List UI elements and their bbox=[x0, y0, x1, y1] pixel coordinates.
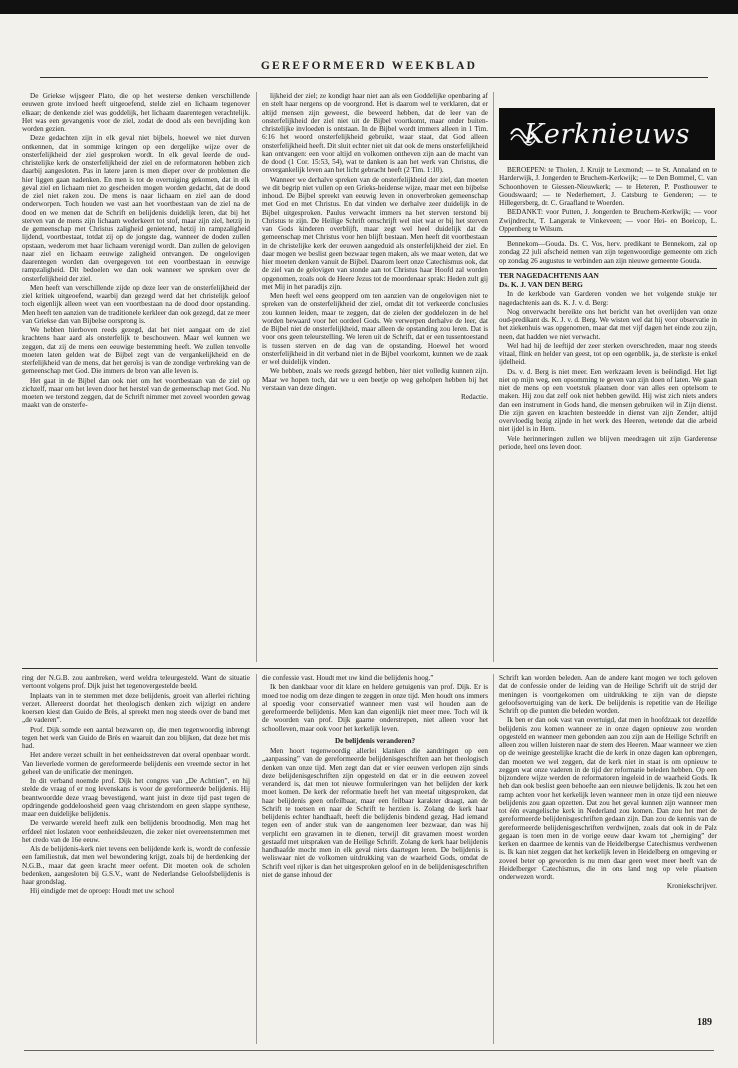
paragraph: ring der N.G.B. zou aanbreken, werd weldra teleurgesteld. Want de situatie vertoont volgens prof. Dijk juist het tegenovergestelde beeld. bbox=[22, 674, 250, 691]
kerknieuws-banner bbox=[499, 108, 715, 160]
banner-title: Kerknieuws bbox=[523, 118, 691, 150]
paragraph: Vele herinneringen zullen we blijven meedragen uit zijn Garderense periode, heel ons leven door. bbox=[499, 434, 717, 451]
column-divider bbox=[493, 92, 494, 662]
column-middle-top bbox=[262, 92, 488, 664]
wave-ornament-icon bbox=[509, 122, 539, 146]
paragraph: Deze gedachten zijn in elk geval niet bijbels, hoewel we niet durven ontkennen, dat in sommige kringen op een dergelijke wijze over de onsterfelijkheid der ziel gesproken wordt. In elk geval leerde de oud-christelijke kerk de onsterfelijkheid der ziel en de reformatoren hebben zich daarbij aangesloten. Pas in latere jaren is men dieper over de problemen die hier liggen gaan nadenken. En men is tot de overtuiging gekomen, dat in elk geval ziel en lichaam niet zo gescheiden mogen worden gedacht, dat de dood de ziel niet raken zou. De mens is naar lichaam en ziel aan de dood onderworpen. Toch houden we vast aan het voortbestaan van de ziel na de dood en we menen dat de Schrift en belijdenis duidelijk leren, dat bij het sterven van de mens zijn lichaam wederkeert tot stof, maar zijn ziel, hetzij in de gemeenschap met Christus zaligheid genietend, hetzij in rampzaligheid lijdend, voortbestaat, totdat zij op de jongste dag, wanneer de doden zullen opstaan, wederom met haar lichaam verenigd wordt. Dan zullen de gelovigen naar ziel en lichaam eeuwige zaligheid ontvangen. De ongelovigen daarentegen worden dan overgegeven tot een voortbestaan in eeuwige rampzaligheid. Dit bedoelen we dan ook wanneer we spreken over de onsterfelijkheid der ziel. bbox=[22, 134, 250, 283]
column-divider bbox=[256, 92, 257, 662]
section-divider bbox=[499, 268, 717, 269]
memorial-heading: TER NAGEDACHTENIS AAN bbox=[499, 270, 599, 280]
paragraph: Men hoort tegenwoordig allerlei klanken die aandringen op een „aanpassing” van de gereformeerde belijdenisgeschriften aan het theologisch denken van onze tijd. Men zegt dan dat er vier eeuwen verlopen zijn sinds deze belijdenisgeschriften zijn opgesteld en dat er in die eeuwen zoveel veranderd is, dat men tot nieuwe formuleringen van het belijden der kerk moet komen. De kerk der reformatie heeft het van meetaf uitgesproken, dat haar belijdenis geen onfeilbaar, maar een feilbaar karakter draagt, aan de Schrift te toetsen en naar de Schrift te herzien is. Zolang de kerk haar belijdenis echter handhaaft, heeft die belijdenis bindend gezag. Had iemand tegen een of ander stuk van de aangenomen leer bezwaar, dan was hij verplicht een gravamen in te dienen, terwijl dit gravamen moest worden gestaafd met uitspraken van de Heilige Schrift. Zolang de kerk haar belijdenis handhaafde mocht men in elk geval niets daartegen leren. De belijdenis is weliswaar niet de volkomen uitdrukking van de waarheid Gods, omdat de Schrift veel rijker is dan het uitgesproken geloof en in de belijdenisgeschriften niet de ganse inhoud der bbox=[262, 747, 488, 879]
paragraph: die confessie vast. Houdt met uw kind die belijdenis hoog.” bbox=[262, 674, 434, 682]
column-middle-bottom bbox=[262, 674, 488, 1046]
page-number: 189 bbox=[697, 1017, 712, 1028]
paragraph: We hebben hierboven reeds gezegd, dat het niet aangaat om de ziel krachtens haar aard als onsterfelijk te beschouwen. Maar wel kunnen we zeggen, dat zij de mens een eeuwige bestemming heeft. We zullen tenvolle moeten laten gelden wat de Bijbel zegt van de vergankelijkheid en de sterfelijkheid van de mens, dat het geroïsj is van de zondige verbreking van de gemeenschap met God. Die immers de bron van alle leven is. bbox=[22, 326, 250, 376]
section-rule bbox=[22, 668, 718, 669]
header-rule bbox=[40, 77, 708, 78]
paragraph: De Griekse wijsgeer Plato, die op het westerse denken verschillende eeuwen grote invloed heeft uitgeoefend, stelde ziel en lichaam tegenover elkaar; de denkende ziel was goddelijk, het lichaam daarentegen verachtelijk. Het was een gevangenis voor de ziel, zodat de dood als een bevrijding kon worden gezien. bbox=[22, 92, 250, 133]
paragraph: We hebben, zoals we reeds gezegd hebben, hier niet volledig kunnen zijn. Maar we hopen toch, dat we u een beetje op weg geholpen hebben bij het verstaan van deze dingen. bbox=[262, 367, 488, 392]
paragraph: In dit verband noemde prof. Dijk het congres van „De Achttien”, en hij stelde de vraag of er nog levenskans is voor de gereformeerde belijdenis. Hij beantwoordde deze vraag bevestigend, want juist in deze tijd past tegen de opdringende goddeloosheid geen vaag christendom en geen slappe synthese, maar een duidelijke belijdenis. bbox=[22, 777, 250, 818]
section-divider bbox=[499, 236, 717, 237]
paragraph: Hij eindigde met de oproep: Houdt met uw school bbox=[30, 887, 175, 896]
column-divider bbox=[256, 674, 257, 1044]
bedankt-paragraph: BEDANKT: voor Putten, J. Jongerden te Bruchem-Kerkwijk; — voor Zwijndrecht, T. Langerak te Vinkeveen; — voor Hei- en Boeicop, L. Oppenberg te Wilsum. bbox=[499, 208, 717, 233]
column-left-bottom bbox=[22, 674, 250, 1046]
section-heading: De belijdenis veranderen? bbox=[334, 736, 416, 745]
paragraph: Het gaat in de Bijbel dan ook niet om het voortbestaan van de ziel op zichzelf, maar om het leven door het herstel van de gemeenschap met God. Nu moeten we terstond zeggen, dat de Schrift nimmer met zoveel woorden gewag maakt van de onsterfe- bbox=[22, 376, 250, 410]
paragraph: Men heeft wel eens geopperd om ten aanzien van de ongelovigen niet te spreken van de onsterfelijkheid der ziel, omdat dit tot verkeerde conclusies zou kunnen leiden, maar te zeggen, dat de zielen der goddelozen in de hel worden bewaard voor het oordeel Gods. We verwerpen derhalve de leer, dat de Bijbel niet de onsterfelijkheid, maar alleen de opstanding zou leren. Dat is voor ons geen teleurstelling. We leren uit de Schrift, dat er een tussentoestand is tussen sterven en de dag van de opstanding. Hoewel het woord onsterfelijkheid in dit verband niet in de Bijbel voorkomt, kunnen we de zaak er wel duidelijk vinden. bbox=[262, 292, 488, 366]
bottom-rule bbox=[24, 1050, 714, 1051]
page-header-title: GEREFORMEERD WEEKBLAD bbox=[260, 60, 478, 72]
top-black-bar bbox=[0, 0, 738, 14]
bennekom-paragraph: Bennekom—Gouda. Ds. C. Vos, herv. predikant te Bennekom, zal op zondag 22 juli afscheid nemen van zijn tegenwoordige gemeente om zich op zondag 26 augustus te verbinden aan zijn nieuwe gemeente Gouda. bbox=[499, 240, 717, 265]
editor-signature: Redactie. bbox=[461, 393, 488, 401]
paragraph: lijkheid der ziel; ze kondigt haar niet aan als een Goddelijke openbaring af en stelt haar nergens op de voorgrond. Het is daarom wel te verklaren, dat er altijd mensen zijn geweest, die beweerd hebben, dat de leer van de onsterfelijkheid der ziel niet uit de Bijbel voortkomt, maar onder buiten-christelijke invloeden is ontstaan. In de Bijbel wordt immers alleen in 1 Tim. 6:16 het woord onsterfelijkheid gebruikt, waar staat, dat God alleen onsterfelijkheid heeft. Dit sluit echter niet uit dat ook de mens onsterfelijkheid kan ontvangen: een voor altijd en volkomen ontheven zijn aan de macht van de dood (1 Cor. 15:53, 54), wat te danken is aan het werk van Christus, die onvergankelijk leven aan het licht gebracht heeft (2 Tim. 1:10). bbox=[262, 92, 488, 175]
memorial-heading-name: Ds. K. J. VAN DEN BERG bbox=[499, 280, 583, 289]
paragraph: Ik ben dankbaar voor dit klare en heldere getuigenis van prof. Dijk. Er is moed toe nodig om deze dingen te zeggen in onze tijd. Men houdt ons immers al spoedig voor conservatief wanneer men vast wil houden aan de gereformeerde belijdenis. Men kan dan eigenlijk niet meer mee. Toch wil ik de woorden van prof. Dijk gaarne onderstrepen, niet alleen voor het schoolleven, maar ook voor het kerkelijk leven. bbox=[262, 683, 488, 733]
column-right-bottom bbox=[499, 674, 717, 1014]
paragraph: Wel had hij de leeftijd der zeer sterken overschreden, maar nog steeds vitaal, flink en helder van geest, tot op een ogenblik, ja, de sterkste is enkel ijdelheid. bbox=[499, 341, 717, 367]
paragraph: Nog onverwacht bereikte ons het bericht van het overlijden van onze oud-predikant ds. K. J. v. d. Berg. We wisten wel dat hij voor observatie in het ziekenhuis was opgenomen, maar dat met vijf dagen het einde zou zijn, neen, dat hadden we niet verwacht. bbox=[499, 307, 717, 341]
paragraph: Inplaats van in te stemmen met deze belijdenis, groeit van allerlei richting verzet. Allereerst doordat het theologisch denken zich wijzigt en andere koersen kiest dan Guido de Brès, al spreekt men nog steeds over de band met „de vaderen”. bbox=[22, 691, 250, 725]
column-divider bbox=[493, 674, 494, 1044]
paragraph: Ik ben er dan ook vast van overtuigd, dat men in hoofdzaak tot dezelfde belijdenis zou komen wanneer ze in onze dagen opnieuw zou worden opgesteld en wanneer men gebonden aan zou zijn aan de Heilige Schrift en alleen zou willen luisteren naar de stem des Heeren. Maar wanneer we zien op de weinige geestelijke kracht die de kerk in onze dagen kan opbrengen, dan moeten we wel zeggen, dat de kerk niet in staat is om opnieuw te zeggen wat onze vaderen in de tijd der reformatie beleden hebben. Op een bijzondere wijze werden de reformatoren ingeleid in de waarheid Gods. Ik heb dan ook beslist geen behoefte aan een nieuwe belijdenis. Ik zou het een ramp achten voor het kerkelijk leven wanneer men in onze tijd een nieuwe belijdenis zou gaan opzetten. Dat zou het geval kunnen zijn wanneer men tot één evangelische kerk in Nederland zou komen. Dan zou het met de gereformeerde belijdenisgeschriften gedaan zijn. Dan zou de kennis van de gereformeerde belijdenisgeschriften verdwijnen, zoals dat ook in de Palz gegaan is toen men in de vorige eeuw daar kwam tot „herniging” der kerken en daarmee de kennis van de Heidelbergse Catechismus verdwenen is. Ik kan niet zeggen dat het kerkelijk leven in Heidelberg en omgeving er zoveel beter op geworden is nu men daar geen weet meer heeft van de Heidelberger Catechismus, die in ons land nog op vele plaatsen onderwezen wordt. bbox=[499, 716, 717, 881]
paragraph: In de kerkbode van Garderen vonden we het volgende stukje ter nagedachtenis aan ds. K. J. v. d. Berg: bbox=[499, 290, 717, 307]
paragraph: Wanneer we derhalve spreken van de onsterfelijkheid der ziel, dan moeten we dit begrip niet vullen op een Grieks-heidense wijze, maar met een bijbelse inhoud. De Bijbel spreekt van eeuwig leven in onoverbroken gemeenschap met God en met Christus. En dat vinden we derhalve zeer duidelijk in de Bijbel uitgesproken. Paulus verwacht immers na het sterven terstond bij Christus te zijn. De Heilige Schrift omschrijft wel niet wat er bij het sterven van Gods kinderen overblijft, maar zegt wel heel duidelijk dat de gemeenschap met Christus voor hen blijft bestaan. Men heeft dit voortbestaan in de christelijke kerk der eeuwen aangeduid als onsterfelijkheid der ziel. En daar mogen we beslist geen bezwaar tegen maken, als we maar weten, dat we hier moeten denken vanuit de Bijbel. Daarom leert onze Catechismus ook, dat de ziel van de gelovigen van stonde aan tot Christus haar Hoofd zal worden opgenomen, zoals ook de Heere Jezus tot de moordenaar sprak: Heden zult gij met Mij in het paradijs zijn. bbox=[262, 175, 488, 291]
author-signature: Kroniekschrijver. bbox=[666, 882, 717, 891]
paragraph: Als de belijdenis-kerk niet tevens een belijdende kerk is, wordt de confessie een familiestuk, dat men wel bewondering krijgt, zoals bij de herdenking der N.G.B., maar dat geen kracht meer oefent. Dit moeten ook de scholen bedenken, aangesloten bij G.S.V., want de Nederlandse Geloofsbelijdenis is haar grondslag. bbox=[22, 845, 250, 886]
beroepen-paragraph: BEROEPEN: te Tholen, J. Kruijt te Lexmond; — te St. Annaland en te Harderwijk, J. Jongerden te Bruchem-Kerkwijk; — te Den Bommel, C. van Schoonhoven te Giessen-Nieuwkerk; — te Heteren, P. Posthouwer te Goudswaard; — te Nederhemert, J. Catsburg te Genderen; — te Hillegersberg, dr. C. Graafland te Woerden. bbox=[499, 166, 717, 207]
paragraph: Prof. Dijk somde een aantal bezwaren op, die men tegenwoordig inbrengt tegen het werk van Guido de Brès en waaruit dan zou blijken, dat deze het mis had. bbox=[22, 725, 250, 750]
paragraph: Schrift kan worden beleden. Aan de andere kant mogen we toch geloven dat de confessie onder de leiding van de Heilige Schrift uit de strijd der meningen is voortgekomen om uitdrukking te zijn van de diepste geloofsovertuiging van de kerk. De belijdenis is repetitie van de Heilige Schrift op die punten die beleden worden. bbox=[499, 674, 717, 715]
paragraph: Het andere verzet schuilt in het eenheidsstreven dat overal openbaar wordt. Van lieverlede vormen de gereformeerde belijdenis een vreemde sector in het geheel van de unificatie der meningen. bbox=[22, 751, 250, 776]
column-right-top bbox=[499, 166, 717, 664]
column-left-top bbox=[22, 92, 250, 664]
paragraph: Men heeft van verschillende zijde op deze leer van de onsterfelijkheid der ziel kritiek uitgeoefend, waarbij dan gezegd werd dat het christelijk geloof toch eigenlijk alleen weet van een voortbestaan na de dood door opstanding. Men heeft ten aanzien van de traditionele kerkleer dan ook gezegd, dat ze meer van Griekse dan van Bijbelse oorsprong is. bbox=[22, 283, 250, 325]
paragraph: De verwarde wereld heeft zulk een belijdenis broodnodig. Men mag het erfdeel niet loslaten voor eenheidsleuzen, die zeker niet overeenstemmen met het credo van de 16e eeuw. bbox=[22, 819, 250, 844]
paragraph: Ds. v. d. Berg is niet meer. Een werkzaam leven is beëindigd. Het ligt niet op mijn weg, een opsomming te geven van zijn doen of laten. We gaan niet de mens op een voetstuk plaatsen door van alles een optelsom te maken. Hij zou dat zelf ook niet hebben gewild. Hij wist zich niets anders dan een instrument in Gods hand, die mensen gebruiken wil in Zijn dienst. Die zijn gaven en krachten besteedde in dienst van zijn Zender, altijd overvloedig bezig zijnde in het werk des Heeren, wetende dat die arbeid niet ijdel is in Hem. bbox=[499, 367, 717, 434]
